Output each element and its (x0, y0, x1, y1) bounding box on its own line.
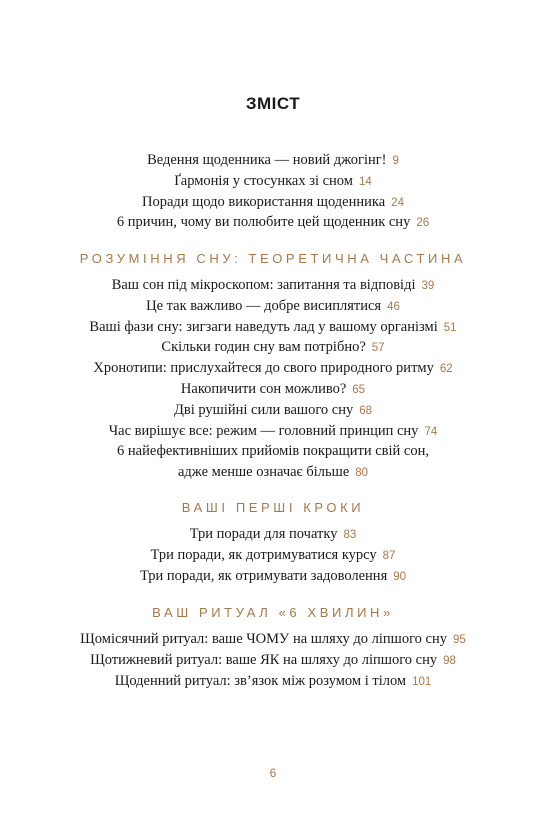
entry-title: Щомісячний ритуал: ваше ЧОМУ на шляху до ліпшого сну (80, 631, 448, 647)
page-number: 26 (416, 217, 430, 230)
toc-entry[interactable] (0, 150, 546, 171)
section-heading: ВАШ РИТУАЛ «6 ХВИЛИН» (152, 605, 394, 620)
toc-entry[interactable] (0, 629, 546, 650)
toc-entry[interactable] (0, 212, 546, 233)
toc-entry[interactable] (0, 400, 546, 421)
toc-entry[interactable] (0, 337, 546, 358)
toc-intro (0, 150, 546, 233)
entry-title: Дві рушійні сили вашого сну (173, 401, 354, 418)
toc-entry[interactable] (0, 358, 546, 379)
page-title: ЗМІСТ (245, 94, 301, 113)
toc-section-theory (0, 248, 546, 483)
toc-section-first-steps (0, 497, 546, 586)
entry-title: адже менше означає більше (177, 464, 350, 481)
page-number: 68 (359, 404, 373, 417)
entry-title-line-1: 6 найефективніших прийомів покращити свій сон, (117, 443, 429, 460)
entry-title: Це так важливо — добре висиплятися (146, 297, 382, 314)
page-number: 95 (453, 634, 466, 646)
toc-entry[interactable] (0, 566, 546, 587)
entry-title: Ґармонія у стосунках зі сном (174, 172, 353, 189)
page-number: 90 (393, 570, 407, 583)
toc-entry[interactable] (0, 650, 546, 671)
toc-entry[interactable] (0, 171, 546, 192)
section-heading: РОЗУМІННЯ СНУ: ТЕОРЕТИЧНА ЧАСТИНА (79, 251, 467, 266)
entry-title: Ваші фази сну: зигзаги наведуть лад у вашому організмі (89, 318, 438, 335)
entry-title: Три поради для початку (189, 526, 338, 542)
entry-title: 6 причин, чому ви полюбите цей щоденник сну (116, 214, 411, 231)
entry-title: Три поради, як отримувати задоволення (139, 567, 388, 584)
page-number: 74 (424, 425, 438, 438)
page-number: 57 (371, 342, 385, 355)
entry-title: Час вирішує все: режим — головний принцип сну (108, 422, 419, 439)
page-number: 101 (412, 675, 432, 688)
page-folio: 6 (269, 766, 277, 780)
page-number: 87 (382, 549, 396, 562)
toc-entry[interactable] (0, 524, 546, 545)
entry-title: Три поради, як дотримуватися курсу (150, 546, 377, 563)
page-number: 14 (358, 175, 372, 188)
entry-title: Ваш сон під мікроскопом: запитання та відповіді (111, 277, 416, 293)
entry-title: Накопичити сон можливо? (180, 380, 347, 397)
entry-title: Скільки годин сну вам потрібно? (161, 339, 366, 356)
toc-entry[interactable] (0, 545, 546, 566)
page-number: 46 (387, 300, 400, 313)
entry-title: Хронотипи: прислухайтеся до свого природного ритму (93, 360, 434, 377)
section-heading: ВАШІ ПЕРШІ КРОКИ (181, 500, 365, 515)
page-number: 39 (421, 280, 435, 292)
entry-title: Щоденний ритуал: зв’язок між розумом і тілом (114, 672, 407, 689)
page-number: 80 (355, 467, 369, 480)
page-number: 98 (443, 654, 456, 667)
toc-entry[interactable] (0, 317, 546, 338)
toc-entry-multiline[interactable] (0, 441, 546, 483)
page-number: 83 (343, 529, 357, 541)
entry-title: Поради щодо використання щоденника (142, 193, 386, 210)
toc-entry[interactable] (0, 379, 546, 400)
page-number: 65 (352, 383, 366, 396)
page-number: 51 (443, 321, 457, 334)
toc-entry[interactable] (0, 192, 546, 213)
toc-entry[interactable] (0, 275, 546, 296)
toc-entry[interactable] (0, 671, 546, 692)
page-number: 24 (391, 196, 404, 209)
toc-entry[interactable] (0, 296, 546, 317)
page-number: 62 (439, 363, 453, 376)
entry-title-line-2 (0, 462, 546, 483)
toc-entry[interactable] (0, 421, 546, 442)
page-number: 9 (392, 155, 399, 167)
toc-section-ritual (0, 602, 546, 691)
entry-title: Щотижневий ритуал: ваше ЯК на шляху до ліпшого сну (90, 651, 438, 668)
entry-title: Ведення щоденника — новий джогінг! (147, 152, 387, 168)
